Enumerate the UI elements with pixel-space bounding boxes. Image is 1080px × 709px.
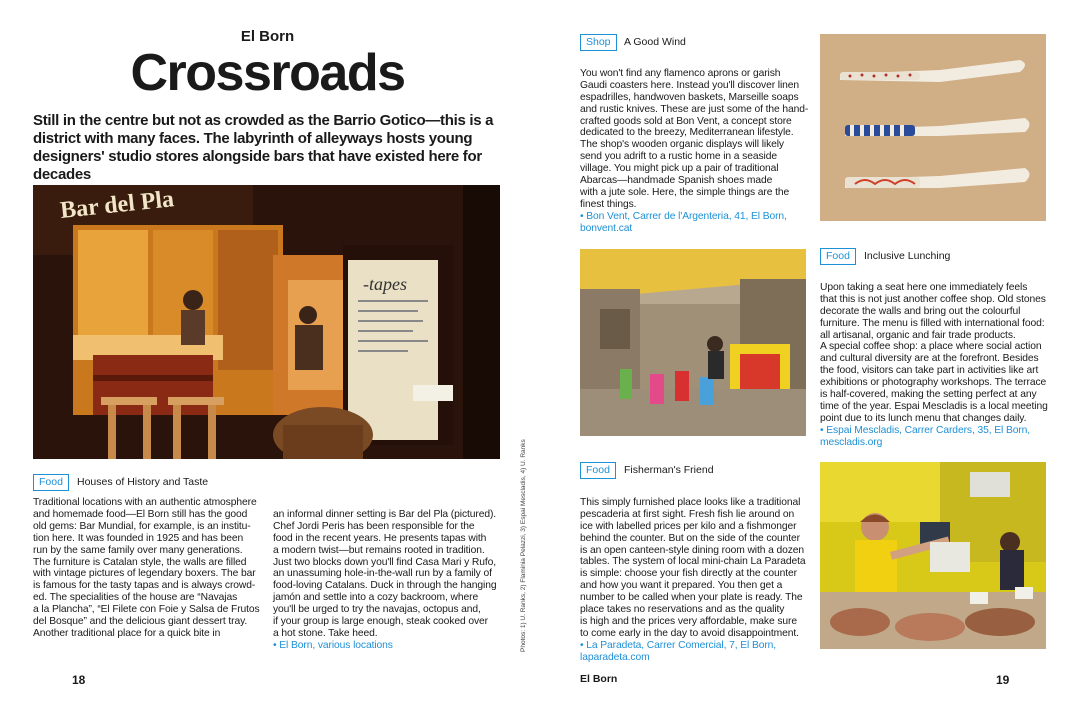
article-body: [820, 270, 1060, 461]
bar-sign-text: Bar del Pla: [58, 186, 176, 224]
venue-address: • El Born, various locations: [273, 639, 393, 651]
article-body: [580, 56, 815, 247]
section-kicker: El Born: [240, 28, 295, 45]
courtyard-photo: [580, 249, 806, 436]
article-body: [580, 485, 815, 676]
knives-photo: [820, 34, 1046, 221]
article-body-text: This simply furnished place looks like a traditional pescaderia at first sight. Fresh fish lie around on ice with labelled prices per kilo and a fishmonger behind the counter. But on the side of the counter is an open canteen-style dining room with a dozen tables. The system of local mini-chain La Paradeta is simple: choose your fish directly at the counter and how you want it prepared. You then get a number to be called when your plate is ready. The place takes no reservations and as the quality is high and the prices very affordable, make sure to come early in the day to avoid disappointment.: [580, 496, 806, 639]
bar-del-pla-photo: [33, 185, 500, 459]
article-body-col1: Traditional locations with an authentic atmosphere and homemade food—El Born still has the good old gems: Bar Mundial, for example, is an institu- tion here. It was founded in 1925 and has been run by the same family over many generations. The furniture is Catalan style, the walls are filled with vintage pictures of legendary boxers. The bar is famous for the tasty tapas and is always crowd- ed. The specialities of the house are “Navajas a la Plancha”, “El Filete con Foie y Salsa de Frutos del Bosque” and the delicious giant dessert tray. Another traditional place for a quick bite in: [33, 497, 260, 639]
category-tag-shop: Shop: [580, 34, 617, 51]
category-tag-food: Food: [580, 462, 616, 479]
article-body-col2-text: an informal dinner setting is Bar del Pla (pictured). Chef Jordi Peris has been responsible for the food in the recent years. He presents tapas with a modern twist—but remains rooted in tradition. Just two blocks down you'll find Casa Mari y Rufo, an unassuming hole-in-the-wall run by a family of food-loving Catalans. Duck in through the hanging jamón and settle into a cozy backroom, where you'll be urged to try the navajas, octopus and, if your group is large enough, steak cooked over a hot stone. Take heed.: [273, 508, 497, 639]
article-title: Inclusive Lunching: [864, 250, 951, 262]
footer-section-label: El Born: [580, 673, 618, 685]
category-tag-food: Food: [33, 474, 69, 491]
venue-address: • Espai Mescladis, Carrer Carders, 35, El Born, mescladis.org: [820, 424, 1031, 448]
page-number-right: 19: [996, 673, 1010, 687]
article-body-text: You won't find any flamenco aprons or garish Gaudi coasters here. Instead you'll discover linen espadrilles, handwoven baskets, Marseille soaps and rustic knives. These are just some of the hand- crafted goods sold at Bon Vent, a concept store dedicated to the breezy, Mediterranean lifestyle. The shop's wooden organic displays will likely send you adrift to a rustic home in a seaside village. You might pick up a pair of traditional Abarcas—handmade Spanish shoes made with a jute sole. Here, the simple things are the finest things.: [580, 67, 809, 210]
page-headline: Crossroads: [130, 44, 405, 102]
article-title: Houses of History and Taste: [77, 476, 209, 488]
article-title: A Good Wind: [624, 36, 686, 48]
page-number-left: 18: [72, 673, 86, 687]
venue-address: • Bon Vent, Carrer de l'Argenteria, 41, El Born, bonvent.cat: [580, 210, 787, 234]
article-body-text: Upon taking a seat here one immediately feels that this is not just another coffee shop. Old stones decorate the walls and bring out the colourful furniture. The menu is filled with international food: all artisanal, organic and fair trade products. A special coffee shop: a place where social action and cultural diversity are at the forefront. Besides the food, visitors can take part in activities like art exhibitions or photography workshops. The terrace is half-covered, making the setting perfect at any time of the year. Espai Mescladis is a local meeting point due to its lunch menu that changes daily.: [820, 281, 1048, 424]
fish-market-photo: [820, 462, 1046, 649]
poster-text: -tapes: [363, 274, 407, 294]
photo-credit: Photos: 1) U. Ranks, 2) Flaminia Pelazzi, 3) Espai Mescladis, 4) U. Ranks: [520, 439, 527, 652]
article-title: Fisherman's Friend: [624, 464, 714, 476]
venue-address: • La Paradeta, Carrer Comercial, 7, El Born, laparadeta.com: [580, 639, 777, 663]
article-body-col2: [273, 497, 513, 664]
lede-paragraph: Still in the centre but not as crowded as the Barrio Gotico—this is a district with many faces. The labyrinth of alleyways hosts young designers' studio stores alongside bars that have existed here for decades: [33, 112, 494, 183]
category-tag-food: Food: [820, 248, 856, 265]
